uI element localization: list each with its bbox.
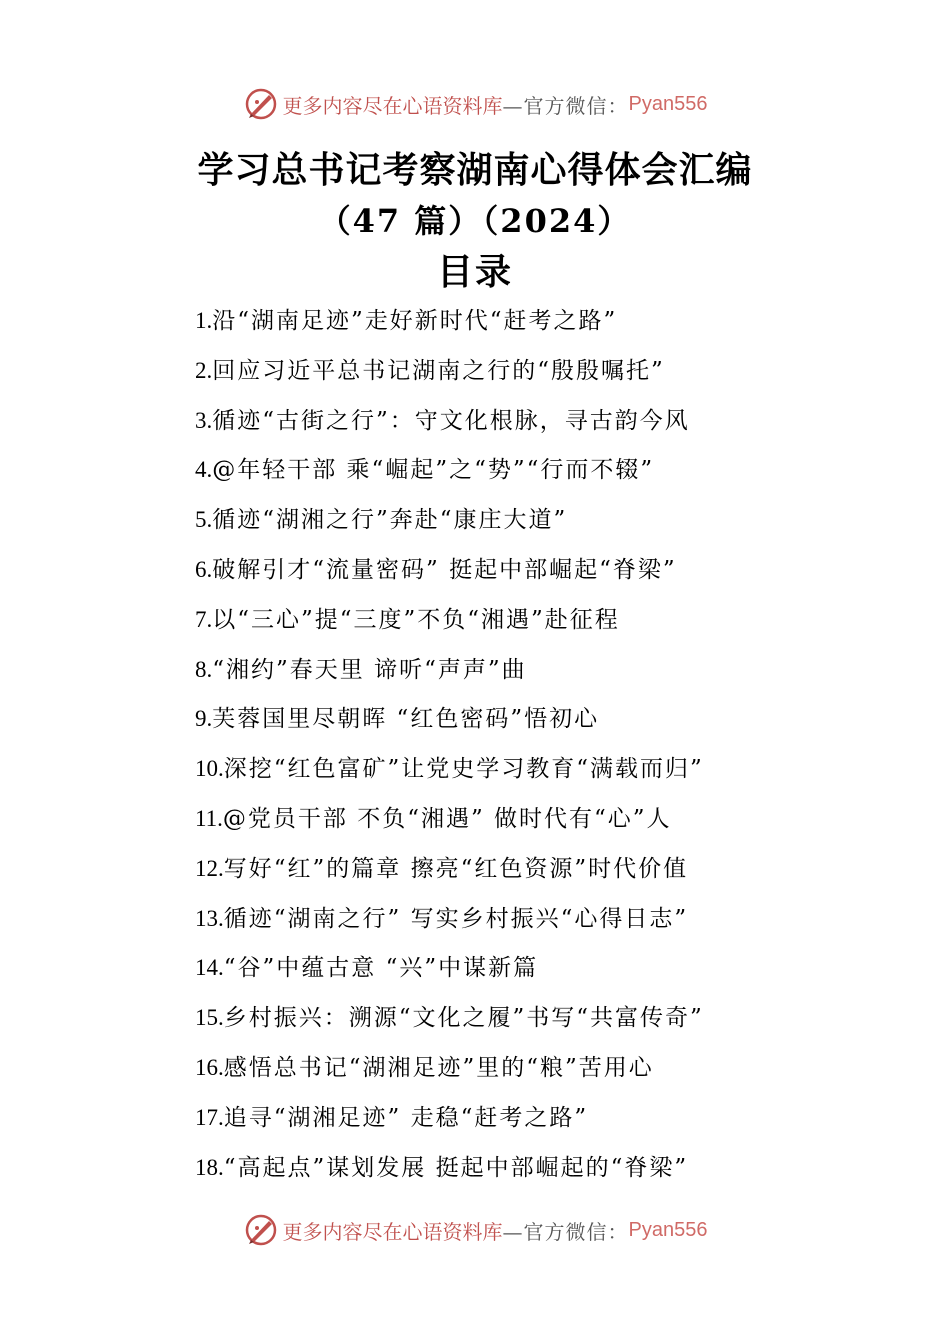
banner-wechat-label: —官方微信：: [502, 93, 629, 118]
toc-item[interactable]: [195, 943, 835, 993]
toc-item[interactable]: [195, 346, 835, 396]
toc-item-title: 回应习近平总书记湖南之行的“殷殷嘱托”: [212, 357, 665, 384]
toc-item-number: 17.: [195, 1104, 224, 1130]
footer-banner: [0, 1210, 950, 1250]
pen-logo-icon: [243, 1212, 279, 1248]
banner-wechat-id: Pyan556: [628, 1218, 708, 1241]
toc-item-number: 12.: [195, 855, 224, 881]
toc-item[interactable]: [195, 396, 835, 446]
toc-item-title: “谷”中蕴古意 “兴”中谋新篇: [223, 955, 539, 982]
banner-text: 更多内容尽在心语资料库: [282, 93, 503, 118]
toc-item[interactable]: [195, 296, 835, 346]
toc-item[interactable]: [195, 1093, 835, 1143]
toc-heading: 目录: [436, 251, 513, 293]
toc-item-title: 深挖“红色富矿”让党史学习教育“满载而归”: [223, 756, 704, 783]
toc-item-title: 以“三心”提“三度”不负“湘遇”赴征程: [212, 606, 620, 633]
toc-item[interactable]: [195, 495, 835, 545]
toc-item[interactable]: [195, 1143, 835, 1193]
toc-item-number: 4.: [195, 457, 213, 483]
toc-item-number: 18.: [195, 1154, 224, 1180]
document-title: 学习总书记考察湖南心得体会汇编: [197, 149, 753, 191]
toc-item[interactable]: [195, 545, 835, 595]
toc-item-number: 10.: [195, 756, 224, 782]
toc-item-title: 写好“红”的篇章 擦亮“红色资源”时代价值: [223, 855, 689, 882]
banner-wechat-label: —官方微信：: [502, 1219, 629, 1244]
toc-item-number: 14.: [195, 955, 224, 981]
header-banner: [0, 84, 950, 124]
toc-item-number: 3.: [195, 407, 213, 433]
toc-item-title: “高起点”谋划发展 挺起中部崛起的“脊梁”: [223, 1154, 689, 1181]
toc-item-title: “湘约”春天里 谛听“声声”曲: [212, 656, 527, 683]
banner-text: 更多内容尽在心语资料库: [282, 1219, 503, 1244]
toc-item-title: 循迹“古街之行”：守文化根脉，寻古韵今风: [212, 407, 690, 434]
toc-item-number: 6.: [195, 556, 213, 582]
toc-item[interactable]: [195, 993, 835, 1043]
toc-item[interactable]: [195, 445, 835, 495]
document-subtitle: （47 篇）（2024）: [318, 202, 632, 240]
pen-logo-icon: [243, 86, 279, 122]
toc-item[interactable]: [195, 645, 835, 695]
toc-item-number: 13.: [195, 905, 224, 931]
toc-item-title: 乡村振兴：溯源“文化之履”书写“共富传奇”: [223, 1005, 704, 1032]
toc-item-title: 破解引才“流量密码” 挺起中部崛起“脊梁”: [212, 556, 677, 583]
toc-item-title: 追寻“湖湘足迹” 走稳“赶考之路”: [223, 1104, 589, 1131]
toc-item[interactable]: [195, 694, 835, 744]
toc-item[interactable]: [195, 844, 835, 894]
toc-item-number: 9.: [195, 706, 213, 732]
toc-item[interactable]: [195, 744, 835, 794]
toc-item-title: 感悟总书记“湖湘足迹”里的“粮”苦用心: [223, 1054, 654, 1081]
toc-item-number: 11.: [195, 805, 223, 831]
toc-item-number: 7.: [195, 606, 213, 632]
toc-item-title: 循迹“湖湘之行”奔赴“康庄大道”: [212, 507, 568, 534]
table-of-contents: [195, 296, 835, 1192]
toc-item-title: 沿“湖南足迹”走好新时代“赶考之路”: [212, 308, 618, 334]
toc-item-title: @党员干部 不负“湘遇” 做时代有“心”人: [222, 805, 672, 832]
toc-item[interactable]: [195, 794, 835, 844]
toc-item-number: 16.: [195, 1054, 224, 1080]
toc-item-number: 8.: [195, 656, 213, 682]
banner-wechat-id: Pyan556: [628, 92, 708, 115]
toc-item[interactable]: [195, 1043, 835, 1093]
toc-item-title: 循迹“湖南之行” 写实乡村振兴“心得日志”: [223, 905, 689, 932]
toc-item-title: @年轻干部 乘“崛起”之“势”“行而不辍”: [212, 457, 655, 484]
toc-item-number: 1.: [195, 308, 213, 333]
toc-item-number: 2.: [195, 357, 213, 383]
toc-item-number: 15.: [195, 1005, 224, 1031]
toc-item-number: 5.: [195, 507, 213, 533]
toc-item-title: 芙蓉国里尽朝晖 “红色密码”悟初心: [212, 706, 600, 733]
toc-item[interactable]: [195, 894, 835, 944]
toc-item[interactable]: [195, 595, 835, 645]
